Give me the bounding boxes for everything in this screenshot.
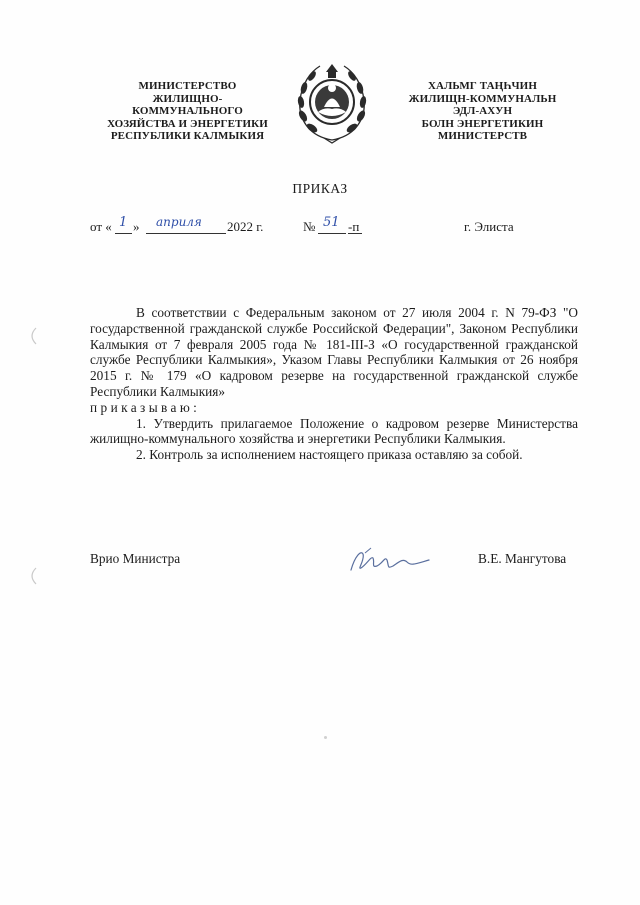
header-right-line: ХАЛЬМГ ТАҢҺЧИН: [428, 80, 537, 92]
signer-position: Врио Министра: [90, 551, 181, 566]
number-value: 51: [323, 215, 340, 230]
header-left-line: ЖИЛИЩНО-: [152, 92, 223, 105]
date-mid: »: [133, 219, 140, 234]
scan-dust-mark: [324, 736, 327, 739]
header-right-line: МИНИСТЕРСТВ: [437, 130, 528, 143]
number-suffix: -п: [348, 219, 360, 234]
handwritten-signature: [345, 544, 435, 578]
header-left-line: ХОЗЯЙСТВА И ЭНЕРГЕТИКИ: [107, 117, 268, 130]
header-right-line: ЖИЛИЩН-КОММУНАЛЬН: [408, 92, 557, 105]
date-day-underline: [115, 233, 132, 234]
city: г. Элиста: [464, 219, 514, 234]
number-underline: [318, 233, 346, 234]
date-prefix: от «: [90, 219, 112, 234]
date-month-underline: [146, 233, 226, 234]
scan-punch-mark: [24, 326, 38, 346]
date-year: 2022 г.: [227, 219, 264, 234]
scan-punch-mark: [24, 566, 38, 586]
kalmykia-coat-of-arms-icon: [294, 60, 370, 144]
preamble-paragraph: В соответствии с Федеральным законом от 27 июля 2004 г. N 79-ФЗ "О государственной гражданской службе Российской Федерации", Законом Республики Калмыкия от 7 февраля 2005 года № 181-III-З «О государственной гражданской службе Республики Калмыкия», Указом Главы Республики Калмыкия от 26 ноября 2015 г. № 179 «О кадровом резерве на государственной гражданской службе Республики Калмыкия»: [90, 305, 578, 399]
order-item-1: 1. Утвердить прилагаемое Положение о кадровом резерве Министерства жилищно-коммунального хозяйства и энергетики Республики Калмыкия.: [90, 415, 578, 447]
header-right-line: БОЛН ЭНЕРГЕТИКИН: [421, 117, 544, 130]
signer-name: В.Е. Мангутова: [478, 551, 567, 566]
header-left-line: РЕСПУБЛИКИ КАЛМЫКИЯ: [110, 130, 265, 143]
header-left-line: КОММУНАЛЬНОГО: [132, 105, 243, 118]
header-right-line: ЭДЛ-АХУН: [452, 105, 513, 118]
number-suffix-underline: [348, 233, 362, 234]
ministry-name-russian: [95, 80, 280, 143]
order-item-2: 2. Контроль за исполнением настоящего приказа оставляю за собой.: [136, 447, 523, 463]
date-month: априля: [156, 215, 202, 229]
document-title: ПРИКАЗ: [292, 181, 348, 196]
order-word: приказываю:: [90, 399, 201, 415]
ministry-name-kalmyk: [395, 80, 570, 143]
document-body: [90, 305, 578, 463]
number-label: №: [303, 219, 316, 234]
header-left-line: МИНИСТЕРСТВО: [138, 80, 237, 92]
date-day: 1: [119, 215, 128, 230]
